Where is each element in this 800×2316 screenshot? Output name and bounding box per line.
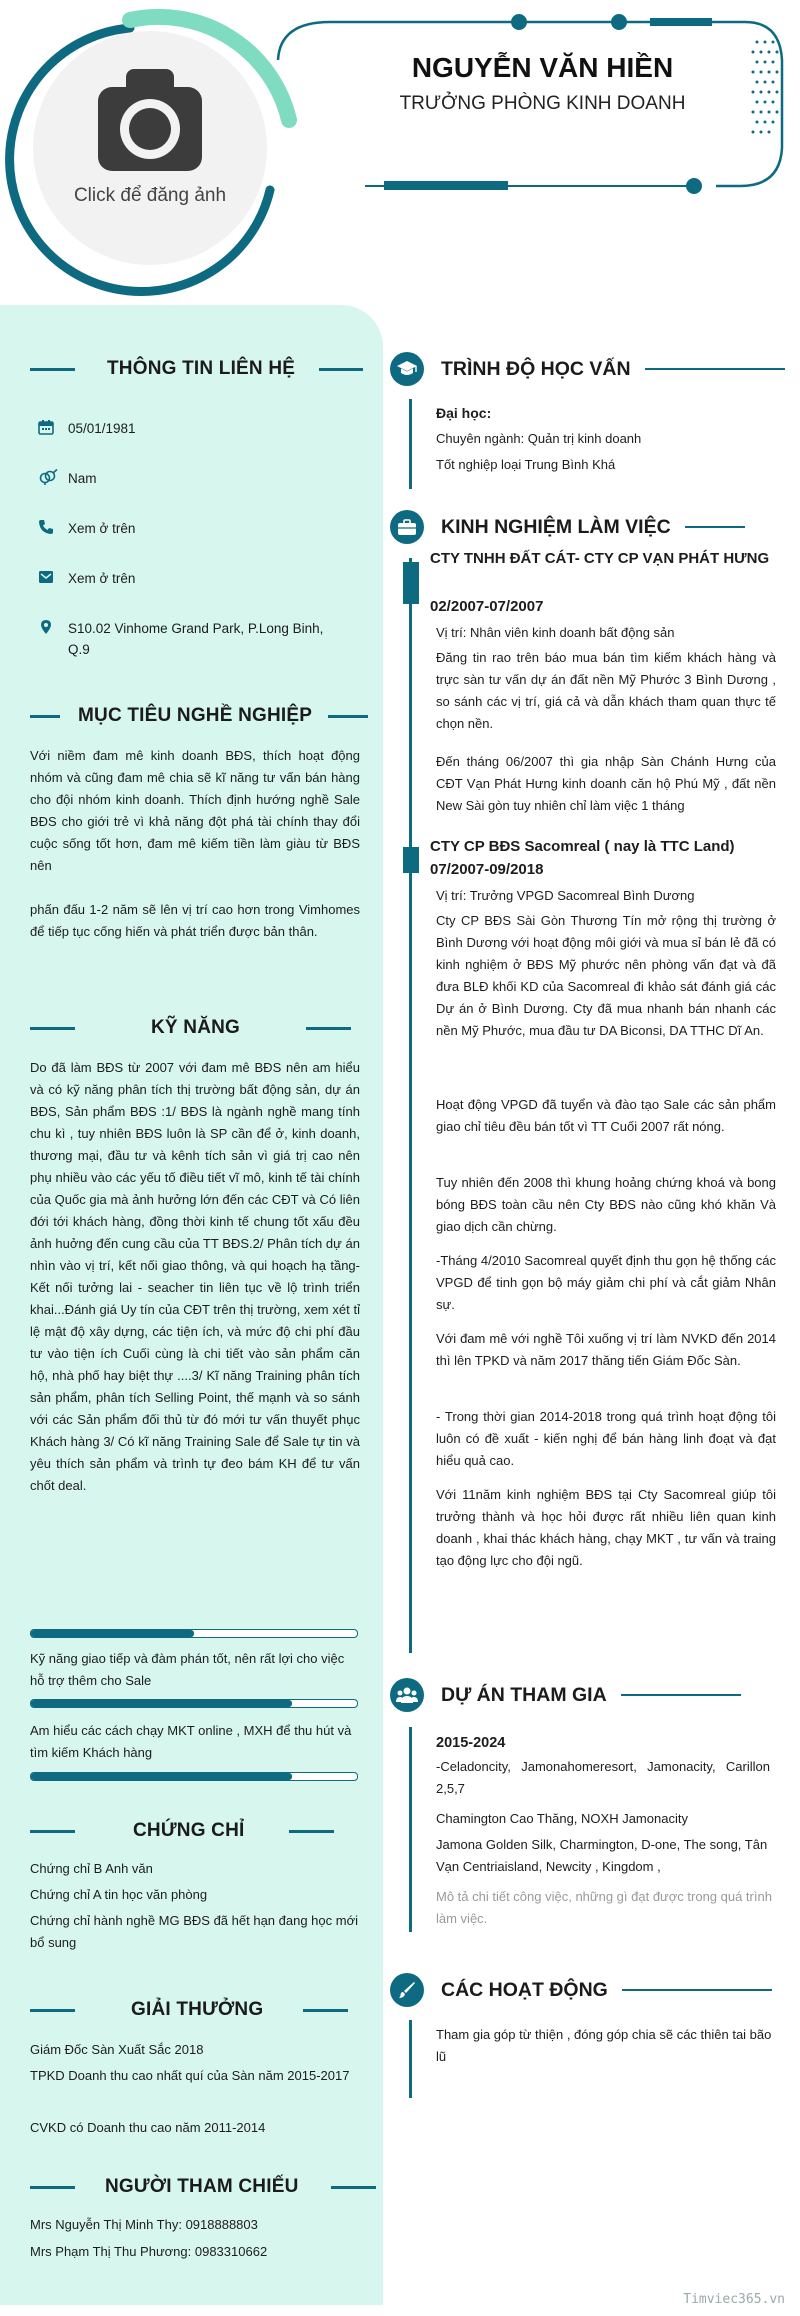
projects-placeholder: Mô tả chi tiết công việc, những gì đạt được trong quá trình làm việc. [436,1889,772,1926]
education-timeline [409,399,412,489]
contact-heading: THÔNG TIN LIÊN HỆ [30,358,363,380]
job-company: CTY TNHH ĐẤT CÁT- CTY CP VẠN PHÁT HƯNG [430,550,770,567]
skill-bar [30,1699,358,1708]
experience-timeline [409,558,412,1653]
phone-icon [38,519,54,535]
candidate-title: TRƯỞNG PHÒNG KINH DOANH [399,93,686,114]
job-company: CTY CP BĐS Sacomreal ( nay là TTC Land) [430,838,735,855]
reference-item: Mrs Phạm Thị Thu Phương: 0983310662 [30,2244,268,2259]
objective-heading: MỤC TIÊU NGHỀ NGHIỆP [30,705,368,727]
job-line: Với đam mê với nghề Tôi xuống vị trí làm NVKD đến 2014 thì lên TPKD và năm 2017 thăng tiến Giám Đốc Sàn. [436,1331,776,1368]
contact-phone: Xem ở trên [38,518,338,539]
contact-birthday: 05/01/1981 [38,418,338,439]
projects-year: 2015-2024 [436,1735,506,1751]
education-major: Chuyên ngành: Quản trị kinh doanh [436,431,642,446]
objective-text-2: phấn đấu 1-2 năm sẽ lên vị trí cao hơn trong Vimhomes để tiếp tục cống hiến và phát triển được bản thân. [30,902,360,939]
skill-bar [30,1629,358,1638]
projects-text-3: Jamona Golden Silk, Charmington, D-one, The song, Tân Vạn Centriaisland, Newcity , Kingdom , [436,1837,768,1874]
awards-heading: GIẢI THƯỞNG [30,1999,348,2021]
photo-label: Click để đăng ảnh [73,185,227,206]
education-heading: TRÌNH ĐỘ HỌC VẤN [390,352,785,386]
contact-address: S10.02 Vinhome Grand Park, P.Long Binh, Q.9 [38,618,338,660]
skill-label: Am hiểu các cách chạy MKT online , MXH để thu hút và tìm kiếm Khách hàng [30,1723,352,1760]
briefcase-icon [397,519,417,536]
gender-icon [38,469,58,485]
email-icon [38,569,54,585]
skill-label: Kỹ năng giao tiếp và đàm phán tốt, nên rất lợi cho việc hỗ trợ thêm cho Sale [30,1651,345,1688]
contact-gender: Nam [38,468,338,489]
award-item: Giám Đốc Sàn Xuất Sắc 2018 [30,2042,204,2057]
people-icon [396,1686,418,1704]
activities-heading: CÁC HOẠT ĐỘNG [390,1973,772,2007]
projects-text-2: Chamington Cao Thăng, NOXH Jamonacity [436,1811,688,1826]
graduation-cap-icon [396,360,418,378]
photo-upload[interactable] [60,55,240,225]
projects-heading: DỰ ÁN THAM GIA [390,1678,741,1712]
skills-heading: KỸ NĂNG [30,1017,351,1039]
watermark: Timviec365.vn [683,2292,785,2307]
job-period: 02/2007-07/2007 [430,598,544,615]
certificate-item: Chứng chỉ hành nghề MG BĐS đã hết hạn đang học mới bổ sung [30,1913,358,1950]
projects-timeline [409,1727,412,1932]
job-marker [403,847,419,873]
job-line: - Trong thời gian 2014-2018 trong quá trình hoạt động tôi luôn có đề xuất - kiến nghị để bán hàng linh đoạt và đạt hiểu quả cao. [436,1409,776,1468]
activities-text: Tham gia góp từ thiện , đóng góp chia sẽ các thiên tai bão lũ [436,2027,772,2064]
skills-text: Do đã làm BĐS từ 2007 với đam mê BĐS nên am hiểu và có kỹ năng phân tích thị trường bất động sản, dự án BĐS, Sản phẩm BĐS :1/ BĐS là ngành nghề mang tính chu kì , tuy nhiên BĐS luôn là SP cần để ở, kinh doanh, thương mại, đầu tư và kênh tích sản vì giá trị cao nên phụ nhiều vào các yếu tố điều tiết vĩ mô, kinh tế tài chính của Quốc gia mà ảnh hưởng lớn đến các CĐT và Có liên đới tới khách hàng, đồng thời kinh tế chung tốt xấu đều ảnh huởng đến cung cầu của TT BĐS.2/ Phân tích dự án nhìn vào vị trí, kết nối giao thông, và qui hoạch hạ tầng- Kết nối tưởng lai - seacher tin liên tục về lộ trình triển khai...Đánh giá Uy tín của CĐT trên thị trường, xem xét tỉ lệ mật độ xây dựng, các tiện ích, và mức độ chi phí đầu tư vào tiện ích Cuối cùng là chi tiết vào sản phẩm căn hộ, nhà phố hay biệt thự ....3/ Kĩ năng Training phân tích sản phẩm, phân tích Selling Point, thế mạnh và so sánh với các Sản phẩm đối thủ từ đó mới tư vấn thuyết phục Khách hàng 3/ Có kĩ năng Training Sale để Sale tự tin và yêu thích sản phẩm và trình tự đeo bám KH để tư vấn chốt deal. [30,1060,360,1493]
references-heading: NGƯỜI THAM CHIẾU [30,2176,376,2198]
contact-email: Xem ở trên [38,568,338,589]
certificate-item: Chứng chỉ B Anh văn [30,1861,153,1876]
projects-text: -Celadoncity, Jamonahomeresort, Jamonacity, Carillon 2,5,7 [436,1759,770,1796]
experience-heading: KINH NGHIỆM LÀM VIỆC [390,510,745,544]
award-item: TPKD Doanh thu cao nhất quí của Sàn năm 2015-2017 [30,2068,350,2083]
certificate-item: Chứng chỉ A tin học văn phòng [30,1887,208,1902]
reference-item: Mrs Nguyễn Thị Minh Thy: 0918888803 [30,2217,258,2232]
brush-icon [398,1981,416,1999]
certificates-heading: CHỨNG CHỈ [30,1820,334,1842]
job-line: Vị trí: Trưởng VPGD Sacomreal Bình Dương [436,888,695,903]
activities-timeline [409,2020,412,2098]
job-marker [403,562,419,604]
location-pin-icon [38,619,54,635]
job-line: -Tháng 4/2010 Sacomreal quyết định thu gọn hệ thống các VPGD để tinh gọn bộ máy giảm chi phí và cắt giảm Nhân sự. [436,1253,776,1312]
calendar-icon [38,419,54,435]
job-line: Cty CP BĐS Sài Gòn Thương Tín mở rộng thị trường ở Bình Dương với hoạt động môi giới và mua sỉ bán lẻ đã có kinh nghiệm ở BĐS Mỹ phước nên phòng vấn đạt và đã đưa BLĐ khối KD của Sacomreal đi khảo sát đánh giá các Dự án ở Bình Dương. Cty đã mua nhanh bán nhanh các nền Mỹ Phước, mua đầu tư DA Biconsi, DA TTHC Dĩ An. [436,913,776,1038]
job-line: Hoạt động VPGD đã tuyển và đào tạo Sale các sản phẩm giao chỉ tiêu đều bán tốt vì TT Cuối 2007 rất nóng. [436,1097,776,1134]
job-period: 07/2007-09/2018 [430,861,544,878]
award-item: CVKD có Doanh thu cao năm 2011-2014 [30,2120,266,2135]
job-line: Tuy nhiên đến 2008 thì khung hoảng chứng khoá và bong bóng BĐS toàn cầu nên Cty BĐS nào cũng khó khăn Và giao dịch cần chừng. [436,1175,776,1234]
education-school: Đại học: [436,405,492,421]
job-line: Với 11năm kinh nghiệm BĐS tại Cty Sacomreal giúp tôi trưởng thành và học hỏi được rất nhiều liên quan kinh doanh , khai thác khách hàng, chạy MKT , tư vấn và traing tạo động lực cho đội ngũ. [436,1487,776,1568]
education-grade: Tốt nghiệp loại Trung Bình Khá [436,457,616,472]
job-line: Đăng tin rao trên báo mua bán tìm kiếm khách hàng và trực sàn tư vấn dự án đất nền Mỹ Phước 3 Bình Dương , so sánh các vị trí, giá cả và dẫn khách tham quan thực tế chọn nền. [436,650,776,731]
camera-icon [98,63,202,173]
job-line: Đến tháng 06/2007 thì gia nhập Sàn Chánh Hưng của CĐT Vạn Phát Hưng kinh doanh căn hộ Phú Mỹ , đất nền New Sài gòn tuy nhiên chỉ làm việc 1 tháng [436,754,776,813]
candidate-name: NGUYỄN VĂN HIỀN [411,52,674,83]
objective-text: Với niềm đam mê kinh doanh BĐS, thích hoạt động nhóm và cũng đam mê chia sẽ kĩ năng tư vấn bán hàng cho đội nhóm kinh doanh. Thích định hướng nghề Sale BĐS cho giới trẻ vì khả năng đột phá tài chính thay đổi cuộc sống tốt hơn, đam mê kiếm tiền làm giàu từ BĐS nên [30,748,360,873]
job-line: Vị trí: Nhân viên kinh doanh bất động sản [436,625,675,640]
skill-bar [30,1772,358,1781]
